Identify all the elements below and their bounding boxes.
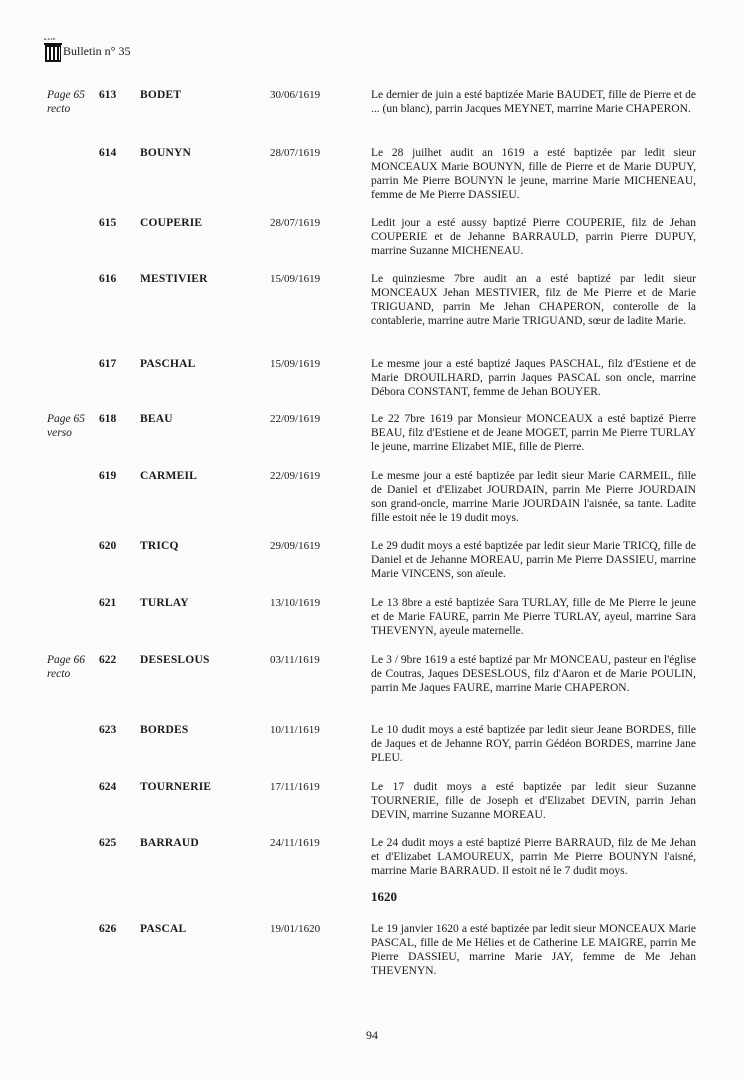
entry-text: Ledit jour a esté aussy baptizé Pierre COUPERIE, filz de Jehan COUPERIE et de Jehanne BARRAULD, parrin Pierre DUPUY, marrine Suzanne MICHENEAU. — [371, 217, 696, 257]
entry-text: Le mesme jour a esté baptizé Jaques PASCHAL, filz d'Estiene et de Marie DROUILHARD, parrin Jaques PASCAL son oncle, marrine Débora CONSTANT, femme de Jehan BOUYER. — [371, 358, 696, 398]
entry-number: 619 — [99, 470, 117, 482]
entry-surname: BEAU — [140, 413, 173, 425]
entry-date: 15/09/1619 — [270, 358, 321, 370]
page-side: recto — [47, 103, 71, 115]
entry-date: 19/01/1620 — [270, 923, 321, 935]
entry-surname: MESTIVIER — [140, 273, 208, 285]
entry-text: Le 28 juilhet audit an 1619 a esté baptizée par ledit sieur MONCEAUX Marie BOUNYN, fille de Pierre et de Marie DUPUY, parrin Me Pierre BOUNYN le jeune, marrine Marie MICHENEAU, femme de Me Pierre DASSIEU. — [371, 147, 696, 201]
page-side: recto — [47, 668, 71, 680]
entry-number: 626 — [99, 923, 117, 935]
entry-text: Le dernier de juin a esté baptizée Marie BAUDET, fille de Pierre et de ... (un blanc), parrin Jacques MEYNET, marrine Marie CHAPERON. — [371, 89, 696, 115]
entry-number: 621 — [99, 597, 117, 609]
entry-surname: TRICQ — [140, 540, 179, 552]
page-reference — [47, 88, 85, 116]
entry-surname: CARMEIL — [140, 470, 197, 482]
entry-date: 30/06/1619 — [270, 89, 321, 101]
year-heading: 1620 — [371, 889, 397, 904]
bulletin-logo — [44, 38, 62, 62]
entry-text: Le 13 8bre a esté baptizée Sara TURLAY, fille de Me Pierre le jeune et de Marie FAURE, parrin Me Pierre TURLAY, ayeul, marrine Sara THEVENYN, ayeule maternelle. — [371, 597, 696, 637]
entry-text: Le 24 dudit moys a esté baptizé Pierre BARRAUD, filz de Me Jehan et d'Elizabet LAMOUREUX, parrin Me Pierre BOUNYN l'aisné, marrine Marie BARRAUD. Il estoit né le 7 dudit moys. — [371, 837, 696, 877]
entry-text: Le 17 dudit moys a esté baptizée par ledit sieur Suzanne TOURNERIE, fille de Joseph et d'Elizabet DEVIN, parrin Jehan DEVIN, marrine Suzanne MOREAU. — [371, 781, 696, 821]
entry-number: 618 — [99, 413, 117, 425]
page-number: 94 — [366, 1028, 378, 1042]
entry-date: 13/10/1619 — [270, 597, 321, 609]
entry-date: 29/09/1619 — [270, 540, 321, 552]
entry-date: 22/09/1619 — [270, 470, 321, 482]
building-icon — [44, 38, 62, 62]
entry-number: 622 — [99, 654, 117, 666]
page-label: Page 65 — [47, 89, 86, 101]
entry-surname: DESESLOUS — [140, 654, 210, 666]
entry-surname: COUPERIE — [140, 217, 203, 229]
entry-number: 614 — [99, 147, 117, 159]
entry-surname: BORDES — [140, 724, 189, 736]
entry-number: 623 — [99, 724, 117, 736]
page-side: verso — [47, 427, 72, 439]
entry-date: 28/07/1619 — [270, 147, 321, 159]
entry-number: 613 — [99, 89, 117, 101]
bulletin-header — [44, 38, 164, 62]
entry-date: 10/11/1619 — [270, 724, 320, 736]
entry-surname: PASCHAL — [140, 358, 196, 370]
page-label: Page 66 — [47, 654, 86, 666]
entry-number: 617 — [99, 358, 117, 370]
entry-date: 03/11/1619 — [270, 654, 320, 666]
entry-date: 28/07/1619 — [270, 217, 321, 229]
page-reference — [47, 412, 85, 440]
entry-text: Le mesme jour a esté baptizée par ledit sieur Marie CARMEIL, fille de Daniel et d'Elizabet JOURDAIN, parrin Me Pierre JOURDAIN son grand-oncle, marrine Marie JOURDAIN l'aisnée, sa tante. Ladite fille estoit née le 19 dudit moys. — [371, 470, 696, 524]
logo-text: G.A.I.P. — [44, 37, 56, 41]
entry-text: Le 22 7bre 1619 par Monsieur MONCEAUX a esté baptizé Pierre BEAU, filz d'Estiene et de Jeane MOGET, parrin Me Pierre TURLAY le jeune, marrine Elizabet MIE, fille de Pierre. — [371, 413, 696, 453]
entry-number: 625 — [99, 837, 117, 849]
entry-number: 616 — [99, 273, 117, 285]
entry-date: 17/11/1619 — [270, 781, 320, 793]
bulletin-title: Bulletin n° 35 — [63, 44, 131, 58]
entry-text: Le 19 janvier 1620 a esté baptizée par ledit sieur MONCEAUX Marie PASCAL, fille de Me Hélies et de Catherine LE MAIGRE, parrin Me Pierre DASSIEU, marrine Marie JAY, femme de Me Jehan THEVENYN. — [371, 923, 696, 977]
entry-number: 615 — [99, 217, 117, 229]
page-reference — [47, 653, 85, 681]
entry-date: 22/09/1619 — [270, 413, 321, 425]
entry-text: Le 10 dudit moys a esté baptizée par ledit sieur Jeane BORDES, fille de Jaques et de Jehanne ROY, parrin Gédéon BORDES, marrine Jane PLEU. — [371, 724, 696, 764]
entry-date: 15/09/1619 — [270, 273, 321, 285]
entry-number: 624 — [99, 781, 117, 793]
entry-surname: PASCAL — [140, 923, 187, 935]
entry-number: 620 — [99, 540, 117, 552]
entry-text: Le quinziesme 7bre audit an a esté baptizé par ledit sieur MONCEAUX Jehan MESTIVIER, filz de Me Pierre et de Marie TRIGUAND, parrin Me Jehan CHAPERON, conterolle de la contablerie, marrine autre Marie TRIGUAND, sœur de ladite Marie. — [371, 273, 696, 327]
entry-surname: BODET — [140, 89, 182, 101]
entry-text: Le 3 / 9bre 1619 a esté baptizé par Mr MONCEAU, pasteur en l'église de Coutras, Jaques DESESLOUS, filz d'Aaron et de Marie POULIN, parrin Me Jaques FAURE, marrine Marie CHAPERON. — [371, 654, 696, 694]
entry-date: 24/11/1619 — [270, 837, 320, 849]
entry-surname: TURLAY — [140, 597, 189, 609]
entry-text: Le 29 dudit moys a esté baptizée par ledit sieur Marie TRICQ, fille de Daniel et de Jehanne MOREAU, parrin Me Pierre DASSIEU, marrine Marie VINCENS, son aïeule. — [371, 540, 696, 580]
entry-surname: BOUNYN — [140, 147, 192, 159]
entry-surname: BARRAUD — [140, 837, 199, 849]
page-label: Page 65 — [47, 413, 86, 425]
entry-surname: TOURNERIE — [140, 781, 212, 793]
